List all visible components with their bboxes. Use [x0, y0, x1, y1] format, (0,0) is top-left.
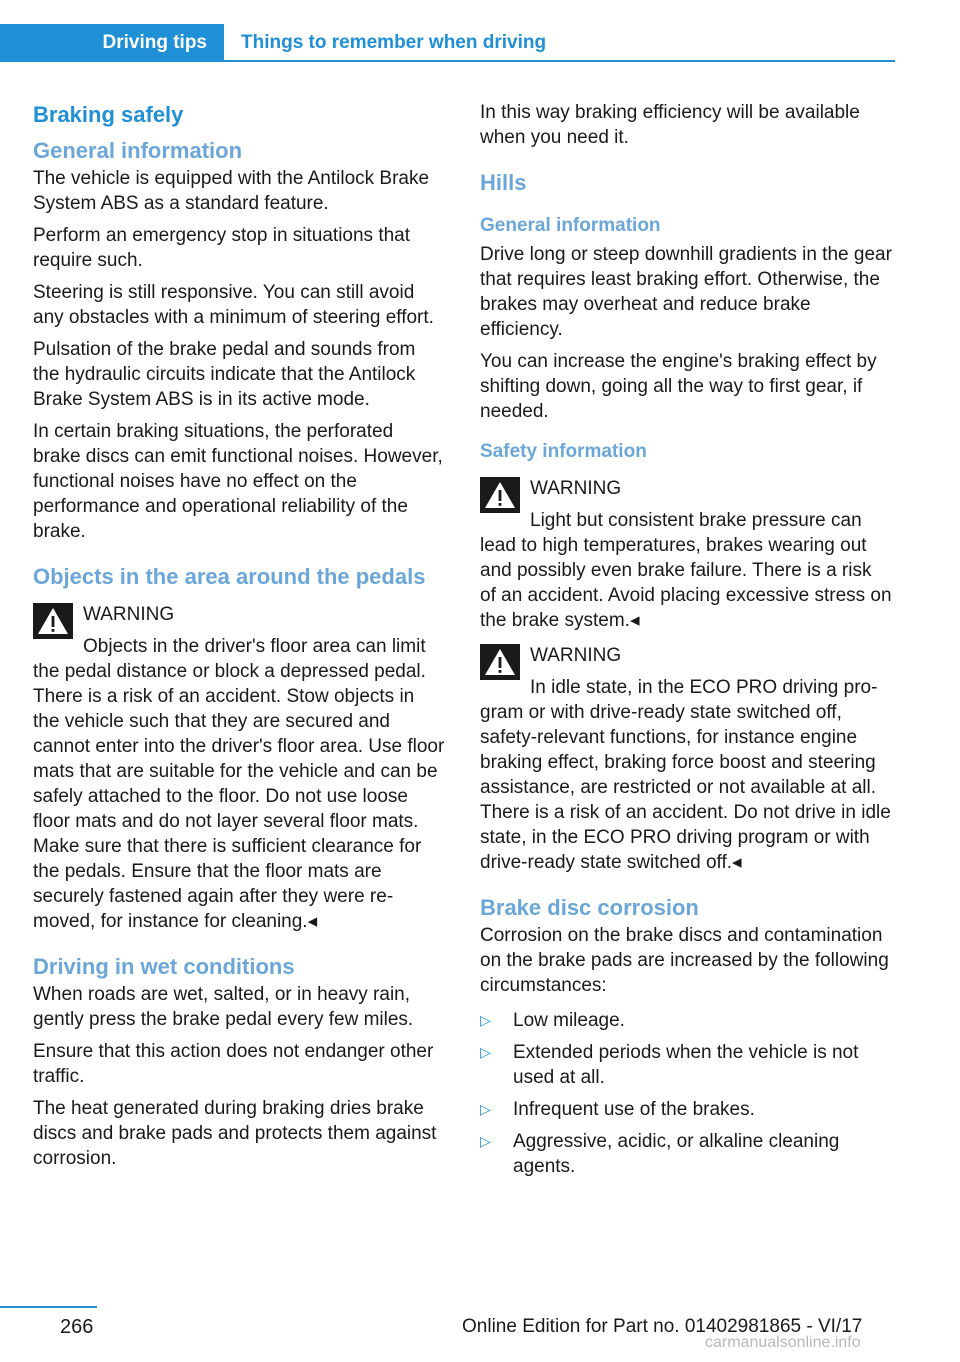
list-item-text: Infrequent use of the brakes. — [513, 1099, 755, 1120]
warning-label: WARNING — [530, 478, 622, 499]
list-item — [480, 1129, 892, 1179]
triangle-bullet-icon: ▷ — [480, 1133, 491, 1149]
paragraph: In this way braking efficiency will be available when you need it. — [480, 102, 860, 148]
paragraph: Ensure that this action does not endanger other traffic. — [33, 1041, 434, 1087]
warning-text: Light but consistent brake pressure can lead to high temperatures, brakes wearing out and possibly even brake failure. There is a risk of an accident. Avoid placing excessive stress on the brake system.◂ — [480, 510, 892, 631]
triangle-bullet-icon: ▷ — [480, 1044, 491, 1060]
subsection-tab: Things to remember when driving — [241, 32, 547, 53]
paragraph: Drive long or steep downhill gradients in the gear that requires least braking effort. Otherwise, the brakes may overheat and reduce brake efficiency. — [480, 244, 892, 340]
paragraph: Perform an emergency stop in situations that require such. — [33, 225, 411, 271]
hills-general-title: General information — [480, 215, 661, 236]
list-item — [480, 1040, 892, 1090]
paragraph: Corrosion on the brake discs and contamination on the brake pads are increased by the following circumstances: — [480, 925, 889, 996]
warning-text: Objects in the driver's floor area can limit the pedal distance or block a depressed pedal. There is a risk of an accident. Stow objects in the vehicle such that they are secured and cannot enter into the driver's floor area. Use floor mats that are suitable for the vehicle and can be safely attached to the floor. Do not use loose floor mats and do not layer several floor mats. Make sure that there is sufficient clearance for the pedals. Ensure that the floor mats are securely fastened again after they were removed, for instance for cleaning.◂ — [33, 636, 445, 932]
paragraph: Steering is still responsive. You can still avoid any obstacles with a minimum of steering effort. — [33, 282, 434, 328]
list-item-text: Low mileage. — [513, 1010, 625, 1031]
hills-title: Hills — [480, 170, 527, 195]
page-number: 266 — [60, 1316, 94, 1338]
objects-warning — [33, 602, 445, 934]
watermark: carmanualsonline.info — [705, 1334, 861, 1351]
braking-safely-title: Braking safely — [33, 102, 184, 127]
footer-rule — [0, 1306, 97, 1308]
warning-label: WARNING — [530, 645, 622, 666]
triangle-bullet-icon: ▷ — [480, 1012, 491, 1028]
objects-pedals-title: Objects in the area around the pedals — [33, 564, 426, 589]
edition-text: Online Edition for Part no. 01402981865 - VI/17 — [462, 1316, 863, 1337]
list-item-text: Extended periods when the vehicle is not used at all. — [513, 1042, 859, 1088]
paragraph: When roads are wet, salted, or in heavy rain, gently press the brake pedal every few miles. — [33, 984, 414, 1030]
general-information-title: General information — [33, 138, 243, 163]
brake-pressure-warning — [480, 476, 892, 633]
section-tab: Driving tips — [0, 24, 224, 62]
left-column — [33, 100, 445, 1178]
page-header — [0, 24, 895, 62]
paragraph: In certain braking situations, the perforated brake discs can emit functional noises. However, functional noises have no effect on the performance and operational reliability of the brake. — [33, 421, 443, 542]
idle-state-warning — [480, 643, 892, 875]
list-item — [480, 1008, 892, 1033]
warning-triangle-icon — [33, 603, 73, 639]
warning-label: WARNING — [83, 604, 175, 625]
brake-disc-corrosion-title: Brake disc corrosion — [480, 895, 699, 920]
right-column — [480, 100, 892, 1186]
safety-information-title: Safety information — [480, 441, 647, 462]
list-item-text: Aggressive, acidic, or alkaline cleaning agents. — [513, 1131, 840, 1177]
circumstances-list — [480, 1008, 892, 1179]
paragraph: Pulsation of the brake pedal and sounds from the hydraulic circuits indicate that the Antilock Brake System ABS is in its active mode. — [33, 339, 416, 410]
paragraph: You can increase the engine's braking effect by shifting down, going all the way to first gear, if needed. — [480, 351, 877, 422]
list-item — [480, 1097, 892, 1122]
triangle-bullet-icon: ▷ — [480, 1101, 491, 1117]
paragraph: The heat generated during braking dries brake discs and brake pads and protects them against corrosion. — [33, 1098, 437, 1169]
warning-triangle-icon — [480, 477, 520, 513]
warning-triangle-icon — [480, 644, 520, 680]
warning-text: In idle state, in the ECO PRO driving program or with drive-ready state switched off, safety-relevant functions, for instance engine braking effect, braking force boost and steering assistance, are restricted or not available at all. There is a risk of an accident. Do not drive in idle state, in the ECO PRO driving program or with drive-ready state switched off.◂ — [480, 677, 891, 873]
paragraph: The vehicle is equipped with the Antilock Brake System ABS as a standard feature. — [33, 168, 430, 214]
wet-conditions-title: Driving in wet conditions — [33, 954, 295, 979]
